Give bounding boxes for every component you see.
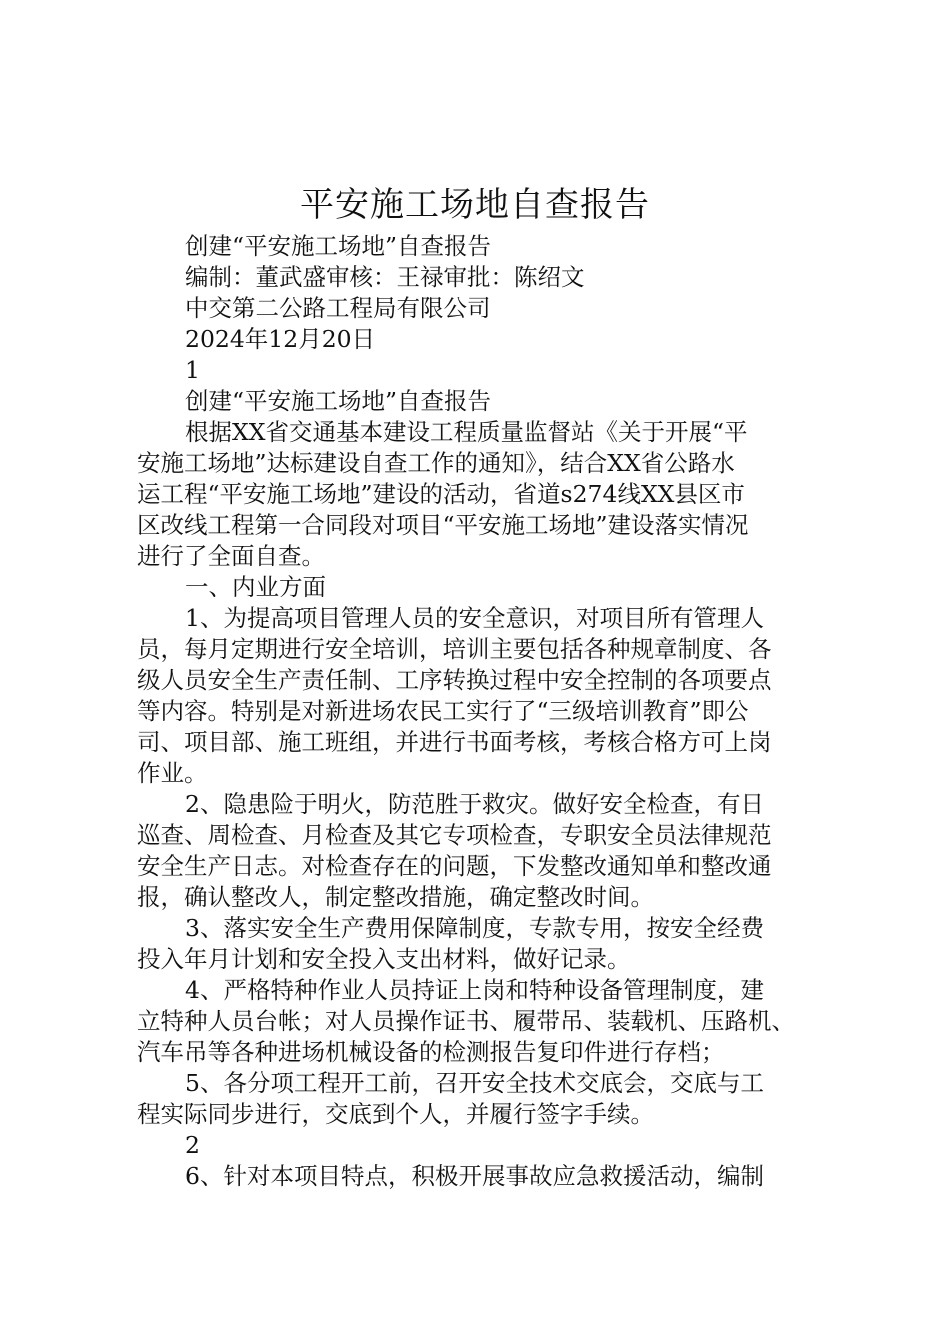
document-line: 中交第二公路工程局有限公司 [185, 294, 491, 322]
document-line: 进行了全面自查。 [137, 542, 325, 570]
document-line: 安施工场地”达标建设自查工作的通知》，结合XX省公路水 [137, 449, 735, 477]
document-line: 1 [185, 356, 200, 384]
document-line: 巡查、周检查、月检查及其它专项检查，专职安全员法律规范 [137, 821, 772, 849]
document-line: 2024年12月20日 [185, 325, 376, 353]
document-line: 级人员安全生产责任制、工序转换过程中安全控制的各项要点 [137, 666, 772, 694]
document-line: 员，每月定期进行安全培训，培训主要包括各种规章制度、各 [137, 635, 772, 663]
document-line: 作业。 [137, 759, 208, 787]
document-line: 程实际同步进行，交底到个人，并履行签字手续。 [137, 1100, 654, 1128]
document-line: 根据XX省交通基本建设工程质量监督站《关于开展“平 [185, 418, 748, 446]
document-line: 等内容。特别是对新进场农民工实行了“三级培训教育”即公 [137, 697, 749, 725]
document-line: 安全生产日志。对检查存在的问题，下发整改通知单和整改通 [137, 852, 772, 880]
document-line: 2、隐患险于明火，防范胜于救灾。做好安全检查，有日 [185, 790, 764, 818]
document-line: 3、落实安全生产费用保障制度，专款专用，按安全经费 [185, 914, 764, 942]
document-line: 创建“平安施工场地”自查报告 [185, 387, 492, 415]
document-body [137, 231, 827, 1192]
document-line: 创建“平安施工场地”自查报告 [185, 232, 492, 260]
document-line: 运工程“平安施工场地”建设的活动，省道s274线XX县区市 [137, 480, 745, 508]
document-line: 汽车吊等各种进场机械设备的检测报告复印件进行存档； [137, 1038, 725, 1066]
document-line: 编制：董武盛审核：王禄审批：陈绍文 [185, 263, 585, 291]
document-line: 立特种人员台帐；对人员操作证书、履带吊、装载机、压路机、 [137, 1007, 795, 1035]
document-line: 5、各分项工程开工前，召开安全技术交底会，交底与工 [185, 1069, 764, 1097]
document-line: 投入年月计划和安全投入支出材料，做好记录。 [137, 945, 631, 973]
document-line: 4、严格特种作业人员持证上岗和特种设备管理制度，建 [185, 976, 764, 1004]
document-line: 报，确认整改人，制定整改措施，确定整改时间。 [137, 883, 654, 911]
document-line: 1、为提高项目管理人员的安全意识，对项目所有管理人 [185, 604, 764, 632]
document-line: 一、内业方面 [185, 573, 326, 601]
document-line: 2 [185, 1131, 200, 1159]
document-line: 区改线工程第一合同段对项目“平安施工场地”建设落实情况 [137, 511, 749, 539]
document-line: 6、针对本项目特点，积极开展事故应急救援活动，编制 [185, 1162, 764, 1190]
document-title: 平安施工场地自查报告 [300, 185, 650, 225]
document-line: 司、项目部、施工班组，并进行书面考核，考核合格方可上岗 [137, 728, 772, 756]
